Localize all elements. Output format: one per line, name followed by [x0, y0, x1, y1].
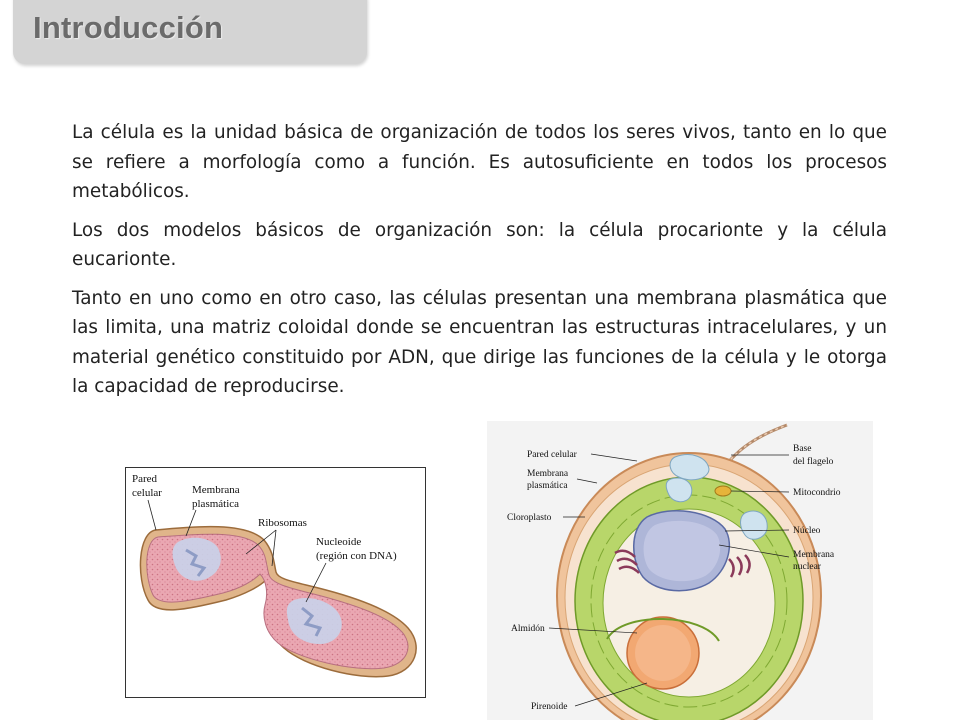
label-membrane-1: Membrana	[192, 484, 240, 496]
eukaryote-diagram	[487, 421, 873, 720]
eukaryote-figure	[487, 421, 873, 720]
slide-body	[72, 118, 887, 411]
label-cell-wall-2: celular	[132, 487, 162, 499]
label-nuclear-membrane-2: nuclear	[793, 562, 821, 572]
mitochondrion	[715, 486, 731, 496]
label-pyrenoid: Pirenoide	[531, 702, 568, 712]
label-cell-wall: Pared celular	[527, 450, 577, 460]
label-membrane-2: plasmática	[527, 481, 568, 491]
label-mitochondrion: Mitocondrio	[793, 488, 841, 498]
slide-title: Introducción	[33, 10, 224, 45]
label-flagellum-base-1: Base	[793, 444, 812, 454]
prokaryote-figure	[125, 467, 426, 698]
label-nuclear-membrane-1: Membrana	[793, 550, 835, 560]
label-flagellum-base-2: del flagelo	[793, 457, 834, 467]
label-nucleoid-2: (región con DNA)	[316, 550, 397, 562]
label-chloroplast: Cloroplasto	[507, 513, 552, 523]
paragraph-1: La célula es la unidad básica de organización de todos los seres vivos, tanto en lo que se refiere a morfología como a función. Es autosuficiente en todos los procesos metabólicos.	[72, 122, 887, 202]
paragraph-2: Los dos modelos básicos de organización son: la célula procarionte y la célula eucarionte.	[72, 219, 887, 270]
label-nucleoid-1: Nucleoide	[316, 536, 362, 548]
label-nucleus: Núcleo	[793, 526, 821, 536]
label-membrane-2: plasmática	[192, 498, 240, 510]
label-cell-wall-1: Pared	[132, 473, 158, 485]
label-starch: Almidón	[511, 624, 545, 634]
paragraph-3: Tanto en uno como en otro caso, las células presentan una membrana plasmática que las limita, una matriz coloidal donde se encuentran las estructuras intracelulares, y un material genético constituido por ADN, que dirige las funciones de la célula y le otorga la capacidad de reproducirse.	[72, 287, 887, 397]
label-ribosomes: Ribosomas	[258, 517, 307, 529]
label-membrane-1: Membrana	[527, 469, 569, 479]
prokaryote-diagram	[126, 468, 425, 697]
